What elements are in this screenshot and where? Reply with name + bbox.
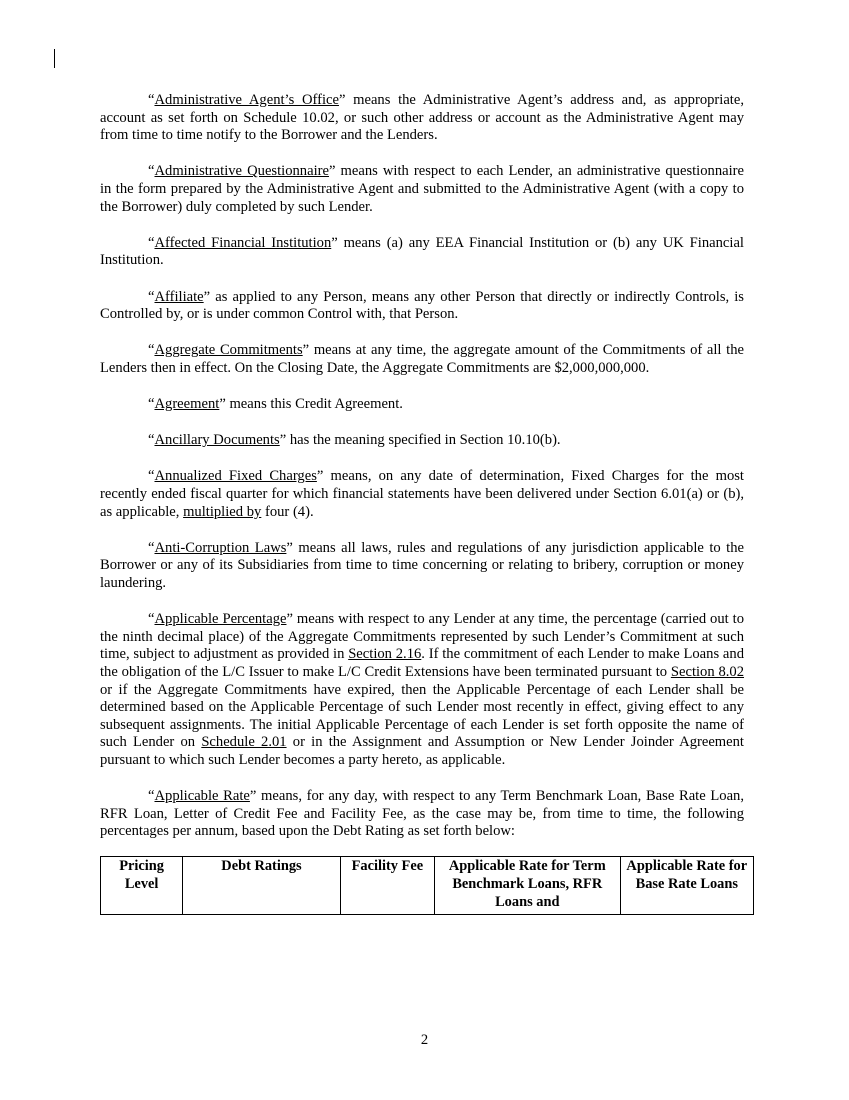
definition-text: means with respect to each Lender, an administrative questionnaire in the form prepared by the Administrative Agent and submitted to the Administrative Agent (with a copy to the Borrower) duly completed by such Lender. <box>100 163 744 215</box>
defined-term: Affected Financial Institution <box>154 234 332 251</box>
definition-paragraph: “Administrative Questionnaire” means with respect to each Lender, an administrative questionnaire in the form prepared by the Administrative Agent and submitted to the Administrative Agent (with a copy to the Borrower) duly completed by such Lender. <box>100 163 744 215</box>
definition-paragraph: “Annualized Fixed Charges” means, on any date of determination, Fixed Charges for the most recently ended fiscal quarter for which financial statements have been delivered under Section 6.01(a) or (b), as applicable, multiplied by four (4). <box>100 468 744 520</box>
document-body <box>100 92 748 915</box>
definition-paragraph: “Affected Financial Institution” means (a) any EEA Financial Institution or (b) any UK Financial Institution. <box>100 234 744 269</box>
defined-term: Affiliate <box>154 288 204 305</box>
header-pricing-level: Pricing Level <box>101 856 183 914</box>
definition-text: means, for any day, with respect to any Term Benchmark Loan, Base Rate Loan, RFR Loan, Letter of Credit Fee and Facility Fee, as the case may be, from time to time, the following percentages per annum, based upon the Debt Rating as set forth below: <box>100 788 745 840</box>
definition-text: means the Administrative Agent’s address and, as appropriate, account as set forth on Schedule 10.02, or such other address or account as the Administrative Agent may from time to time notify to the Borrower and the Lenders. <box>100 92 744 144</box>
definition-text: means this Credit Agreement. <box>225 396 403 413</box>
defined-term: Annualized Fixed Charges <box>154 468 317 485</box>
definition-text: or if the Aggregate Commitments have expired, then the Applicable Percentage of each Lender shall be determined based on the Applicable Percentage of such Lender most recently in effect, giving effect to any subsequent assignments. The initial Applicable Percentage of each Lender is set forth opposite the name of such Lender on <box>100 681 744 751</box>
section-reference: Section 2.16 <box>348 646 422 663</box>
definition-paragraph: “Ancillary Documents” has the meaning specified in Section 10.10(b). <box>148 432 561 449</box>
definition-text: four (4). <box>261 503 314 520</box>
definition-paragraph: “Agreement” means this Credit Agreement. <box>148 396 403 413</box>
section-reference: Section 8.02 <box>670 664 745 680</box>
schedule-reference: Schedule 2.01 <box>201 734 287 751</box>
definition-text: as applied to any Person, means any other Person that directly or indirectly Controls, is Controlled by, or is under common Control with, that Person. <box>100 288 744 323</box>
definition-paragraph: “Affiliate” as applied to any Person, means any other Person that directly or indirectly Controls, is Controlled by, or is under common Control with, that Person. <box>100 288 744 323</box>
text-cursor <box>54 49 55 68</box>
definition-text: means, on any date of determination, Fixed Charges for the most recently ended fiscal quarter for which financial statements have been delivered under Section 6.01(a) or (b), as applicable, <box>100 468 744 520</box>
definition-paragraph: “Anti-Corruption Laws” means all laws, rules and regulations of any jurisdiction applicable to the Borrower or any of its Subsidiaries from time to time concerning or relating to bribery, corruption or money laundering. <box>100 539 744 592</box>
definition-paragraph: “Aggregate Commitments” means at any time, the aggregate amount of the Commitments of all the Lenders then in effect. On the Closing Date, the Aggregate Commitments are $2,000,000,000. <box>100 342 744 376</box>
defined-term: Applicable Rate <box>154 788 250 805</box>
definition-text: means all laws, rules and regulations of any jurisdiction applicable to the Borrower or any of its Subsidiaries from time to time concerning or relating to bribery, corruption or money laundering. <box>100 539 744 592</box>
definition-paragraph: “Applicable Percentage” means with respect to any Lender at any time, the percentage (carried out to the ninth decimal place) of the Aggregate Commitments represented by such Lender’s Commitment at such time, subject to adjustment as provided in Section 2.16. If the commitment of each Lender to make Loans and the obligation of the L/C Issuer to make L/C Credit Extensions have been terminated pursuant to Section 8.02 or if the Aggregate Commitments have expired, then the Applicable Percentage of each Lender shall be determined based on the Applicable Percentage of such Lender most recently in effect, giving effect to any subsequent assignments. The initial Applicable Percentage of each Lender is set forth opposite the name of such Lender on Schedule 2.01 or in the Assignment and Assumption or New Lender Joinder Agreement pursuant to which such Lender becomes a party hereto, as applicable. <box>100 611 745 768</box>
defined-term: Ancillary Documents <box>154 432 280 449</box>
defined-term: Administrative Questionnaire <box>154 163 329 180</box>
definition-text: or in the Assignment and Assumption or New Lender Joinder Agreement pursuant to which such Lender becomes a party hereto, as applicable. <box>100 734 744 768</box>
definition-text: means at any time, the aggregate amount of the Commitments of all the Lenders then in effect. On the Closing Date, the Aggregate Commitments are $2,000,000,000. <box>100 342 744 376</box>
definition-paragraph: “Administrative Agent’s Office” means the Administrative Agent’s address and, as appropriate, account as set forth on Schedule 10.02, or such other address or account as the Administrative Agent may from time to time notify to the Borrower and the Lenders. <box>100 92 744 144</box>
defined-term: Agreement <box>154 396 220 413</box>
pricing-table <box>100 856 754 915</box>
definition-text: . If the commitment of each Lender to make Loans and the obligation of the L/C Issuer to make L/C Credit Extensions have been terminated pursuant to <box>100 646 744 680</box>
defined-term: Applicable Percentage <box>154 611 287 628</box>
definition-text: has the meaning specified in Section 10.10(b). <box>286 432 561 449</box>
header-applicable-rate-base-rate: Applicable Rate for Base Rate Loans <box>620 856 753 914</box>
header-applicable-rate-term-benchmark: Applicable Rate for Term Benchmark Loans, RFR Loans and <box>435 856 621 914</box>
definition-text: means (a) any EEA Financial Institution or (b) any UK Financial Institution. <box>100 234 744 269</box>
defined-term: Anti-Corruption Laws <box>154 539 287 556</box>
table-header-row <box>101 856 754 914</box>
header-debt-ratings: Debt Ratings <box>183 856 340 914</box>
defined-term: Aggregate Commitments <box>154 342 303 359</box>
header-facility-fee: Facility Fee <box>340 856 434 914</box>
underlined-phrase: multiplied by <box>183 503 262 520</box>
page-number: 2 <box>420 1032 429 1048</box>
defined-term: Administrative Agent’s Office <box>154 92 339 108</box>
definition-paragraph: “Applicable Rate” means, for any day, with respect to any Term Benchmark Loan, Base Rate Loan, RFR Loan, Letter of Credit Fee and Facility Fee, as the case may be, from time to time, the following percentages per annum, based upon the Debt Rating as set forth below: <box>100 788 745 840</box>
definition-text: means with respect to any Lender at any time, the percentage (carried out to the ninth decimal place) of the Aggregate Commitments represented by such Lender’s Commitment at such time, subject to adjustment as provided in <box>100 611 744 663</box>
